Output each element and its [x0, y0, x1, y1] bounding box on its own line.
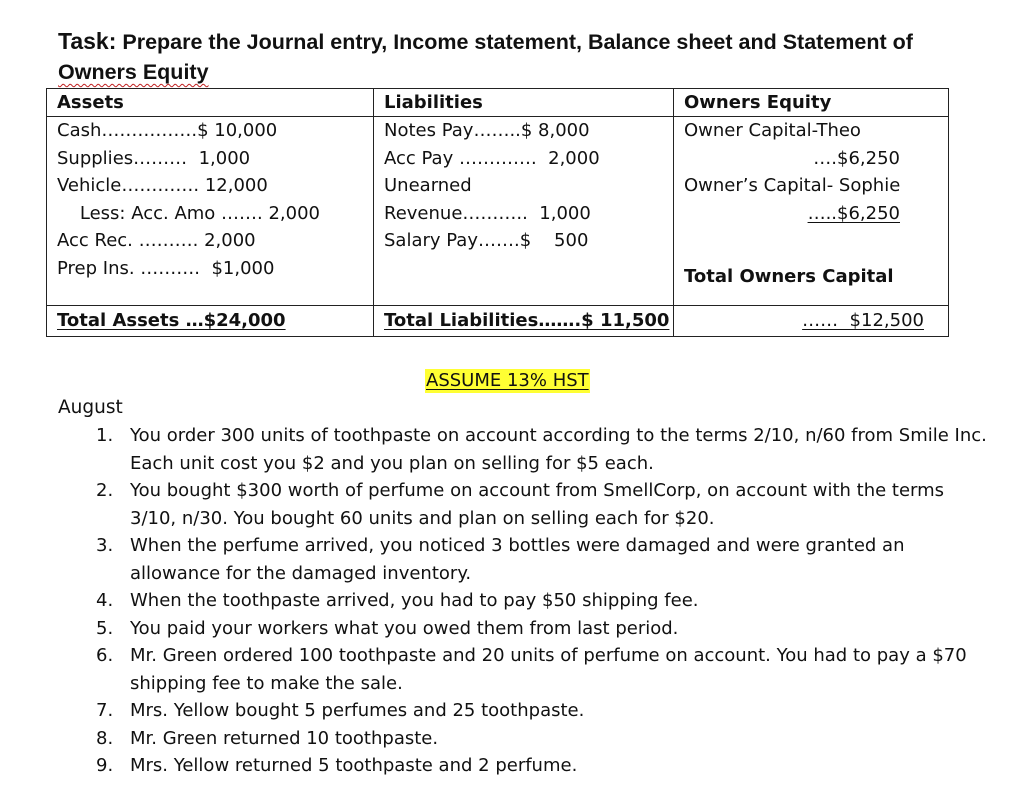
liability-revenue: Revenue……….. 1,000 — [384, 202, 591, 224]
equity-theo-value: ….$6,250 — [813, 147, 900, 169]
table-header-row — [47, 89, 949, 117]
equity-theo-label: Owner Capital-Theo — [684, 120, 861, 141]
assets-header: Assets — [47, 89, 374, 117]
total-owners-value: …… $12,500 — [802, 310, 924, 331]
task-heading — [58, 26, 958, 87]
table-total-row — [47, 306, 949, 337]
liability-salary-pay: Salary Pay…….$ 500 — [384, 230, 589, 251]
asset-cash: Cash…………….$ 10,000 — [57, 120, 278, 141]
liability-acc-pay: Acc Pay …………. 2,000 — [384, 147, 600, 169]
table-body-row — [47, 117, 949, 306]
liabilities-cell — [374, 117, 674, 306]
asset-supplies: Supplies……… 1,000 — [57, 147, 251, 169]
task-lead: Task: — [58, 28, 117, 54]
task-line2: Owners Equity — [58, 60, 209, 84]
liability-notes-pay: Notes Pay……..$ 8,000 — [384, 120, 590, 141]
transaction-list — [96, 422, 990, 780]
list-item: 3. When the perfume arrived, you noticed 3 bottles were damaged and were granted an allowance for the damaged inventory. — [96, 535, 905, 584]
asset-vehicle: Vehicle…………. 12,000 — [57, 175, 268, 196]
task-text: Prepare the Journal entry, Income statement, Balance sheet and Statement of — [116, 30, 913, 54]
equity-sophie-label: Owner’s Capital- Sophie — [684, 175, 901, 196]
list-item: 8. Mr. Green returned 10 toothpaste. — [96, 727, 439, 749]
assets-cell — [47, 117, 374, 306]
list-item: 7. Mrs. Yellow bought 5 perfumes and 25 toothpaste. — [96, 700, 585, 721]
liabilities-header: Liabilities — [374, 89, 674, 117]
asset-less-amortization: Less: Acc. Amo ……. 2,000 — [57, 202, 321, 224]
equity-cell — [674, 117, 949, 306]
list-item: 6. Mr. Green ordered 100 toothpaste and 20 units of perfume on account. You had to pay a $70 shipping fee to make the sale. — [96, 645, 967, 694]
list-item: 5. You paid your workers what you owed them from last period. — [96, 617, 679, 639]
asset-acc-rec: Acc Rec. ………. 2,000 — [57, 230, 256, 251]
list-item: 1. You order 300 units of toothpaste on account according to the terms 2/10, n/60 from Smile Inc. Each unit cost you $2 and you plan on selling for $5 each. — [96, 425, 987, 474]
equity-header: Owners Equity — [674, 89, 949, 117]
total-assets: Total Assets …$24,000 — [57, 310, 286, 331]
assume-hst-note: ASSUME 13% HST — [426, 370, 589, 391]
list-item: 4. When the toothpaste arrived, you had to pay $50 shipping fee. — [96, 590, 699, 611]
liability-unearned: Unearned — [384, 175, 472, 196]
total-liabilities: Total Liabilities…….$ 11,500 — [384, 310, 670, 331]
list-item: 2. You bought $300 worth of perfume on account from SmellCorp, on account with the terms 3/10, n/30. You bought 60 units and plan on selling each for $20. — [96, 480, 945, 529]
asset-prep-ins: Prep Ins. ………. $1,000 — [57, 257, 275, 279]
balance-sheet-table — [46, 88, 949, 337]
month-label: August — [58, 397, 123, 418]
equity-sophie-value: …..$6,250 — [807, 202, 900, 224]
list-item: 9. Mrs. Yellow returned 5 toothpaste and 2 perfume. — [96, 755, 578, 776]
total-owners-label: Total Owners Capital — [684, 265, 894, 287]
